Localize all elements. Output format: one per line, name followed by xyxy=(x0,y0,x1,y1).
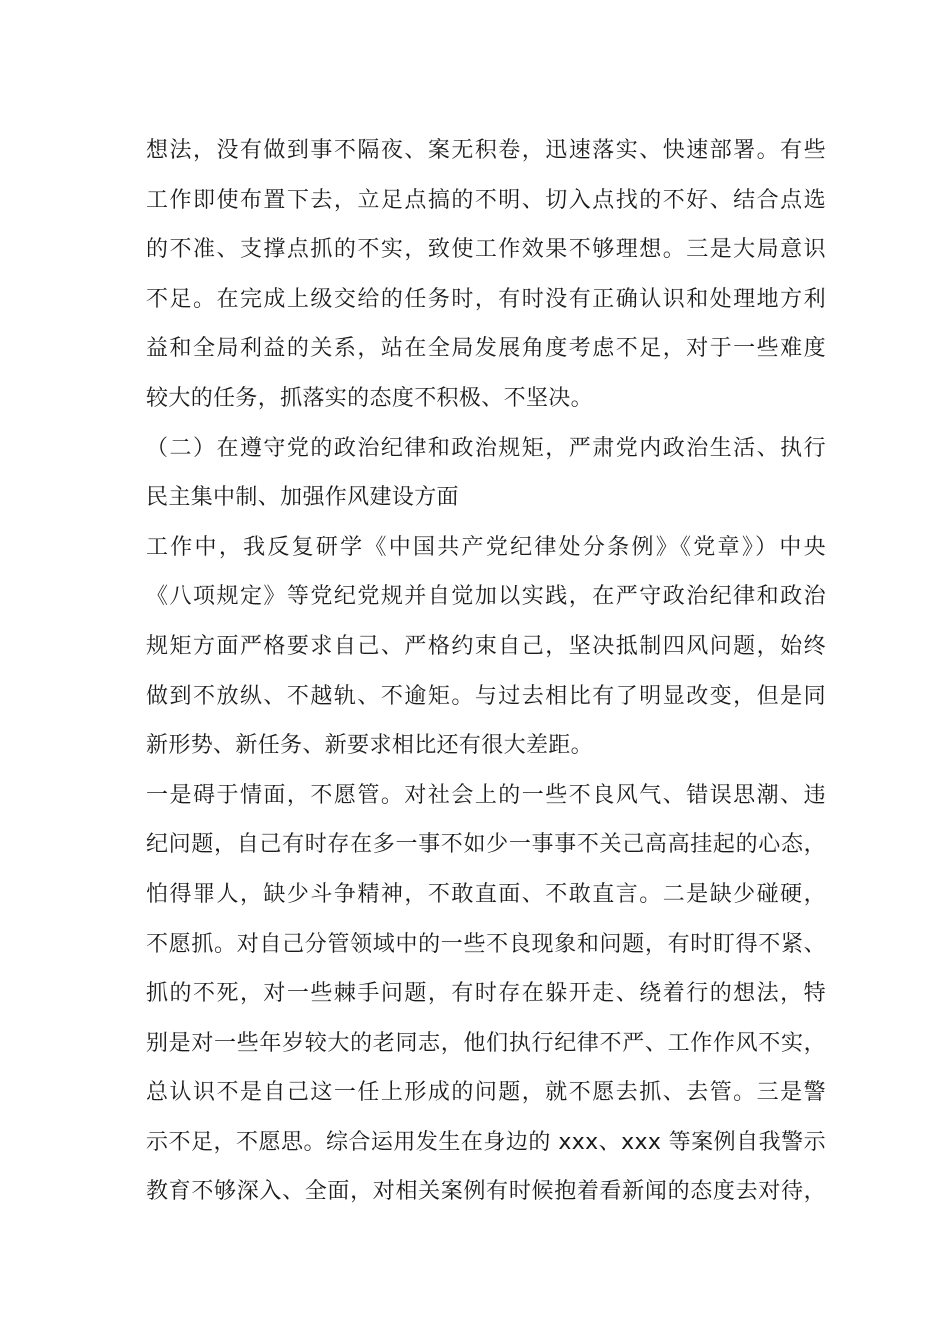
text-line: 想法，没有做到事不隔夜、案无积卷，迅速落实、快速部署。有些 xyxy=(146,138,826,163)
section-heading-line: 民主集中制、加强作风建设方面 xyxy=(146,485,459,511)
text-line: 《八项规定》等党纪党规并自觉加以实践，在严守政治纪律和政治 xyxy=(146,584,826,610)
text-line: 工作即使布置下去，立足点搞的不明、切入点找的不好、结合点选 xyxy=(146,187,826,213)
text-line: 一是碍于情面，不愿管。对社会上的一些不良风气、错误思潮、违 xyxy=(146,782,826,808)
text-line: 纪问题，自己有时存在多一事不如少一事事不关己高高挂起的心态， xyxy=(146,832,826,858)
text-line: 总认识不是自己这一任上形成的问题，就不愿去抓、去管。三是警 xyxy=(146,1080,826,1106)
text-line: 不愿抓。对自己分管领域中的一些不良现象和问题，有时盯得不紧、 xyxy=(146,931,826,957)
text-line: 的不准、支撑点抓的不实，致使工作效果不够理想。三是大局意识 xyxy=(146,237,826,263)
text-line: 抓的不死，对一些棘手问题，有时存在躲开走、绕着行的想法，特 xyxy=(146,981,826,1007)
text-line: 益和全局利益的关系，站在全局发展角度考虑不足，对于一些难度 xyxy=(146,336,826,362)
text-line: 不足。在完成上级交给的任务时，有时没有正确认识和处理地方利 xyxy=(146,286,826,312)
text-line: 规矩方面严格要求自己、严格约束自己，坚决抵制四风问题，始终 xyxy=(146,633,826,659)
text-line: 示不足，不愿思。综合运用发生在身边的 xxx、xxx 等案例自我警示 xyxy=(146,1129,826,1155)
section-heading-line: （二）在遵守党的政治纪律和政治规矩，严肃党内政治生活、执行 xyxy=(146,435,826,461)
text-line: 别是对一些年岁较大的老同志，他们执行纪律不严、工作作风不实， xyxy=(146,1030,826,1056)
text-line: 工作中，我反复研学《中国共产党纪律处分条例》《党章》）中央 xyxy=(146,534,826,560)
text-line: 做到不放纵、不越轨、不逾矩。与过去相比有了明显改变，但是同 xyxy=(146,683,826,709)
text-line: 较大的任务，抓落实的态度不积极、不坚决。 xyxy=(146,385,594,411)
body-text xyxy=(146,126,826,1217)
text-line: 教育不够深入、全面，对相关案例有时候抱着看新闻的态度去对待， xyxy=(146,1179,826,1205)
text-line: 新形势、新任务、新要求相比还有很大差距。 xyxy=(146,733,594,759)
text-line: 怕得罪人，缺少斗争精神，不敢直面、不敢直言。二是缺少碰硬， xyxy=(146,881,826,907)
